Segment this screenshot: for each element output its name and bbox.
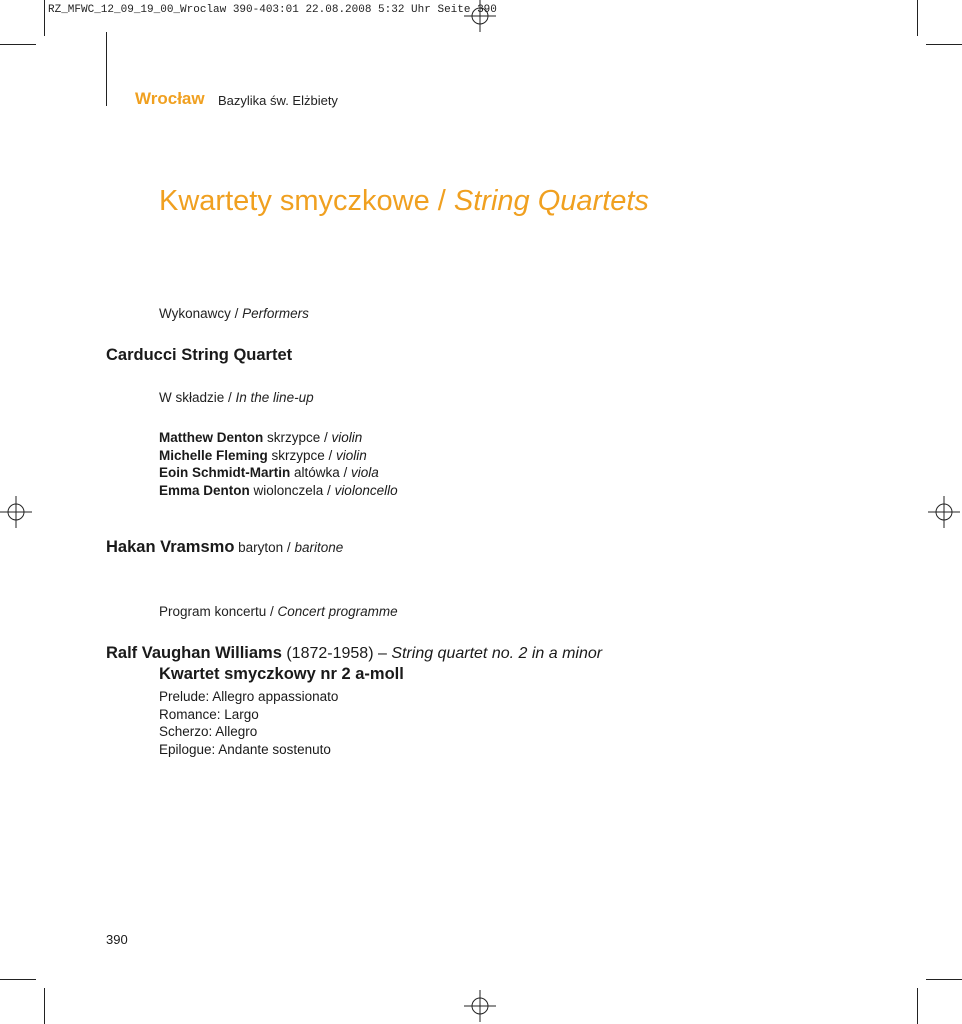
registration-mark-top-icon [464,0,496,32]
list-item: Scherzo: Allegro [159,724,258,740]
work-heading: Ralf Vaughan Williams (1872-1958) – String quartet no. 2 in a minor [106,644,603,662]
print-slug: RZ_MFWC_12_09_19_00_Wroclaw 390-403:01 22.08.2008 5:32 Uhr Seite 390 [48,4,497,16]
page-title [159,185,649,218]
soloist-name: Hakan Vramsmo [106,538,235,556]
movement-list [159,688,338,759]
list-item: Eoin Schmidt-Martin altówka / viola [159,465,379,481]
ensemble-name: Carducci String Quartet [106,346,293,364]
list-item: Prelude: Allegro appassionato [159,689,339,704]
work-title-polish: Kwartet smyczkowy nr 2 a-moll [159,665,404,683]
registration-mark-left-icon [0,496,32,528]
list-item: Matthew Denton skrzypce / violin [159,430,363,445]
list-item: Emma Denton wiolonczela / violoncello [159,483,398,499]
program-label: Program koncertu / Concert programme [159,604,398,619]
title-english: String Quartets [453,185,649,217]
composer-name: Ralf Vaughan Williams [106,644,282,662]
venue-name: Bazylika św. Elżbiety [218,93,338,108]
member-list [159,429,398,500]
work-title-english: String quartet no. 2 in a minor [391,645,603,662]
list-item: Michelle Fleming skrzypce / violin [159,447,367,463]
title-polish: Kwartety smyczkowe / [159,185,454,217]
list-item: Romance: Largo [159,706,259,722]
soloist: Hakan Vramsmo baryton / baritone [106,538,344,556]
registration-mark-right-icon [928,496,960,528]
list-item: Epilogue: Andante sostenuto [159,742,331,758]
registration-mark-bottom-icon [464,990,496,1022]
lineup-label: W składzie / In the line-up [159,390,314,405]
performers-label: Wykonawcy / Performers [159,306,309,321]
city-name: Wrocław [135,89,205,108]
page-number: 390 [106,932,128,947]
